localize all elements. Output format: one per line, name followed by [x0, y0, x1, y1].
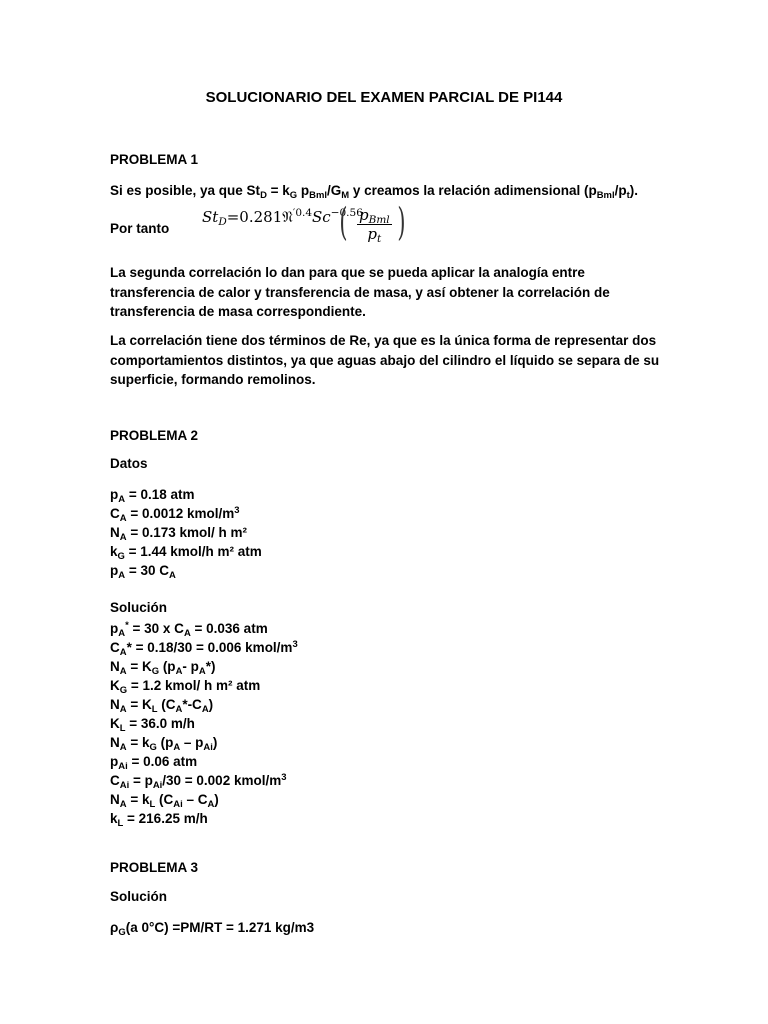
- por-tanto-label: Por tanto: [110, 221, 170, 236]
- solution-line: $k_L = 216.25$ m/h: [110, 811, 208, 829]
- problem-3-solucion-label: Solución: [110, 889, 167, 904]
- solution-line: $C_{Ai} = p_{Ai}/30 = 0.002$ kmol/$m^3$: [110, 771, 287, 791]
- solution-line: $K_L = 36.0$ m/h: [110, 716, 195, 734]
- problem-3-heading: PROBLEMA 3: [110, 860, 199, 875]
- density-line: $\rho_G(a$ 0°C) =PM/RT = 1.271 kg/m3: [110, 920, 315, 938]
- problem-1-heading: PROBLEMA 1: [110, 152, 199, 167]
- solution-line: $K_G = 1.2$ kmol/ h m² atm: [110, 678, 261, 696]
- document-title: SOLUCIONARIO DEL EXAMEN PARCIAL DE PI144: [205, 89, 563, 106]
- solucion-list: [110, 619, 670, 828]
- paragraph-re-terms: La correlación tiene dos términos de Re, ya que es la única forma de representar dos comportamientos distintos, ya que aguas abajo del cilindro el líquido se separa de su superficie, formando remolinos.: [110, 333, 660, 387]
- datos-line: $N_A = 0.173$ kmol/ h m²: [110, 525, 248, 543]
- solution-line: $C_A* = 0.18/30 = 0.006$ kmol/$m^3$: [110, 638, 298, 658]
- datos-list: [110, 485, 670, 580]
- datos-line: $p_A = 30$ $C_A$: [110, 563, 176, 581]
- solution-line: $p_A^* = 30$ x $C_A = 0.036$ atm: [110, 619, 268, 639]
- solution-line: $N_A = k_L$ $(C_{Ai} - C_A)$: [110, 792, 219, 810]
- problem-1-intro: Si es posible, ya que $St_D = k_G$ $p_{Bml}/G_M$ y creamos la relación adimensional $(p_{Bml}/p_t)$.: [110, 183, 638, 201]
- correlation-formula: $St_D=0.281𝔑^{'0.4}Sc^{-0.56}$ ( $p_{Bml}$ $p_t$ ): [202, 200, 406, 246]
- datos-line: $C_A = 0.0012$ kmol/$m^3$: [110, 504, 240, 524]
- datos-line: $k_G = 1.44$ kmol/h m² atm: [110, 544, 262, 562]
- solution-line: $N_A = K_L$ $(C_A*-C_A)$: [110, 697, 214, 715]
- paragraph-analogy: La segunda correlación lo dan para que se pueda aplicar la analogía entre transferencia de calor y transferencia de masa, y así obtener la correlación de transferencia de masa correspondiente.: [110, 265, 610, 319]
- datos-line: $p_A = 0.18$ atm: [110, 487, 195, 505]
- solution-line: $N_A = k_G$ $(p_A - p_{Ai})$: [110, 735, 218, 753]
- solution-line: $N_A = K_G$ ($p_A-$ $p_A*$): [110, 659, 216, 677]
- datos-label: Datos: [110, 456, 148, 471]
- problem-2-heading: PROBLEMA 2: [110, 428, 199, 443]
- solucion-label: Solución: [110, 600, 167, 615]
- solution-line: $p_{Ai} = 0.06$ atm: [110, 754, 198, 772]
